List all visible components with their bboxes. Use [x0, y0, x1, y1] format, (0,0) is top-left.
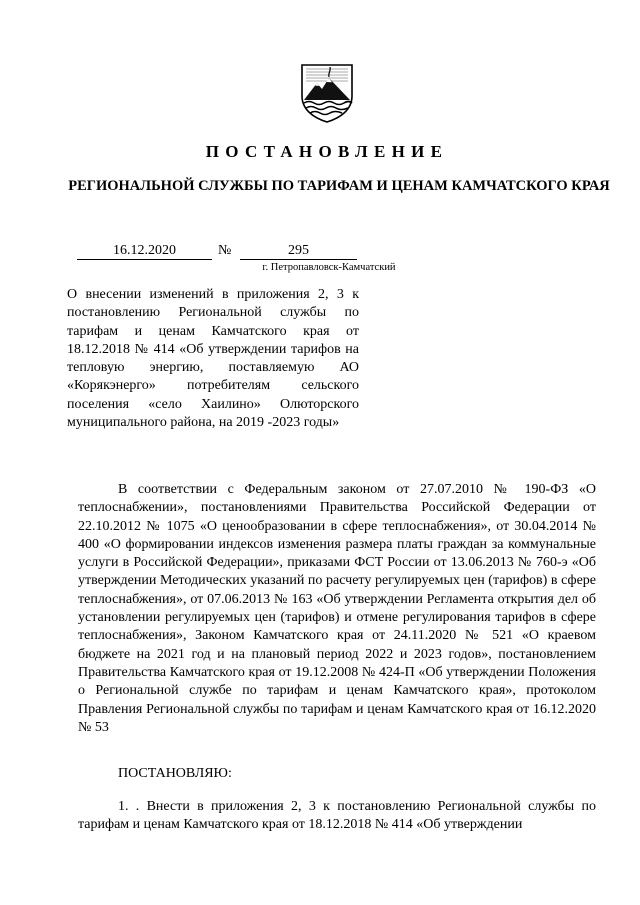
number-sign: №	[218, 243, 232, 258]
issuing-agency: РЕГИОНАЛЬНОЙ СЛУЖБЫ ПО ТАРИФАМ И ЦЕНАМ КАМЧАТСКОГО КРАЯ	[68, 178, 610, 194]
document-number: 295	[240, 243, 357, 260]
clause-1-paragraph: 1. . Внести в приложения 2, 3 к постановлению Региональной службы по тарифам и ценам Камчатского края от 18.12.2018 № 414 «Об утверждении	[78, 799, 596, 833]
document-subject: О внесении изменений в приложения 2, 3 к постановлению Региональной службы по тарифам и ценам Камчатского края от 18.12.2018 № 414 «Об утверждении тарифов на тепловую энергию, поставляемую АО «Корякэнерго» потребителям сельского поселения «село Хаилино» Олюторского муниципального района, на 2019 -2023 годы»	[67, 287, 359, 431]
issue-place: г. Петропавловск-Камчатский	[262, 262, 396, 273]
kamchatka-coat-of-arms-icon	[298, 62, 356, 124]
decree-word: ПОСТАНОВЛЯЮ:	[118, 766, 232, 781]
document-title: ПОСТАНОВЛЕНИЕ	[205, 142, 449, 161]
document-date: 16.12.2020	[77, 243, 212, 260]
preamble-paragraph: В соответствии с Федеральным законом от 27.07.2010 № 190-ФЗ «О теплоснабжении», постановлениями Правительства Российской Федерации от 22.10.2012 № 1075 «О ценообразовании в сфере теплоснабжения», от 30.04.2014 № 400 «О формировании индексов изменения размера платы граждан за коммунальные услуги в Российской Федерации», приказами ФСТ России от 13.06.2013 № 760-э «Об утверждении Методических указаний по расчету регулируемых цен (тарифов) в сфере теплоснабжения», от 07.06.2013 № 163 «Об утверждении Регламента открытия дел об установлении регулируемых цен (тарифов) и отмене регулирования тарифов в сфере теплоснабжения», Законом Камчатского края от 24.11.2020 № 521 «О краевом бюджете на 2021 год и на плановый период 2022 и 2023 годов», постановлением Правительства Камчатского края от 19.12.2008 № 424-П «Об утверждении Положения о Региональной службе по тарифам и ценам Камчатского края», протоколом Правления Региональной службы по тарифам и ценам Камчатского края от 16.12.2020 № 53	[78, 482, 596, 735]
